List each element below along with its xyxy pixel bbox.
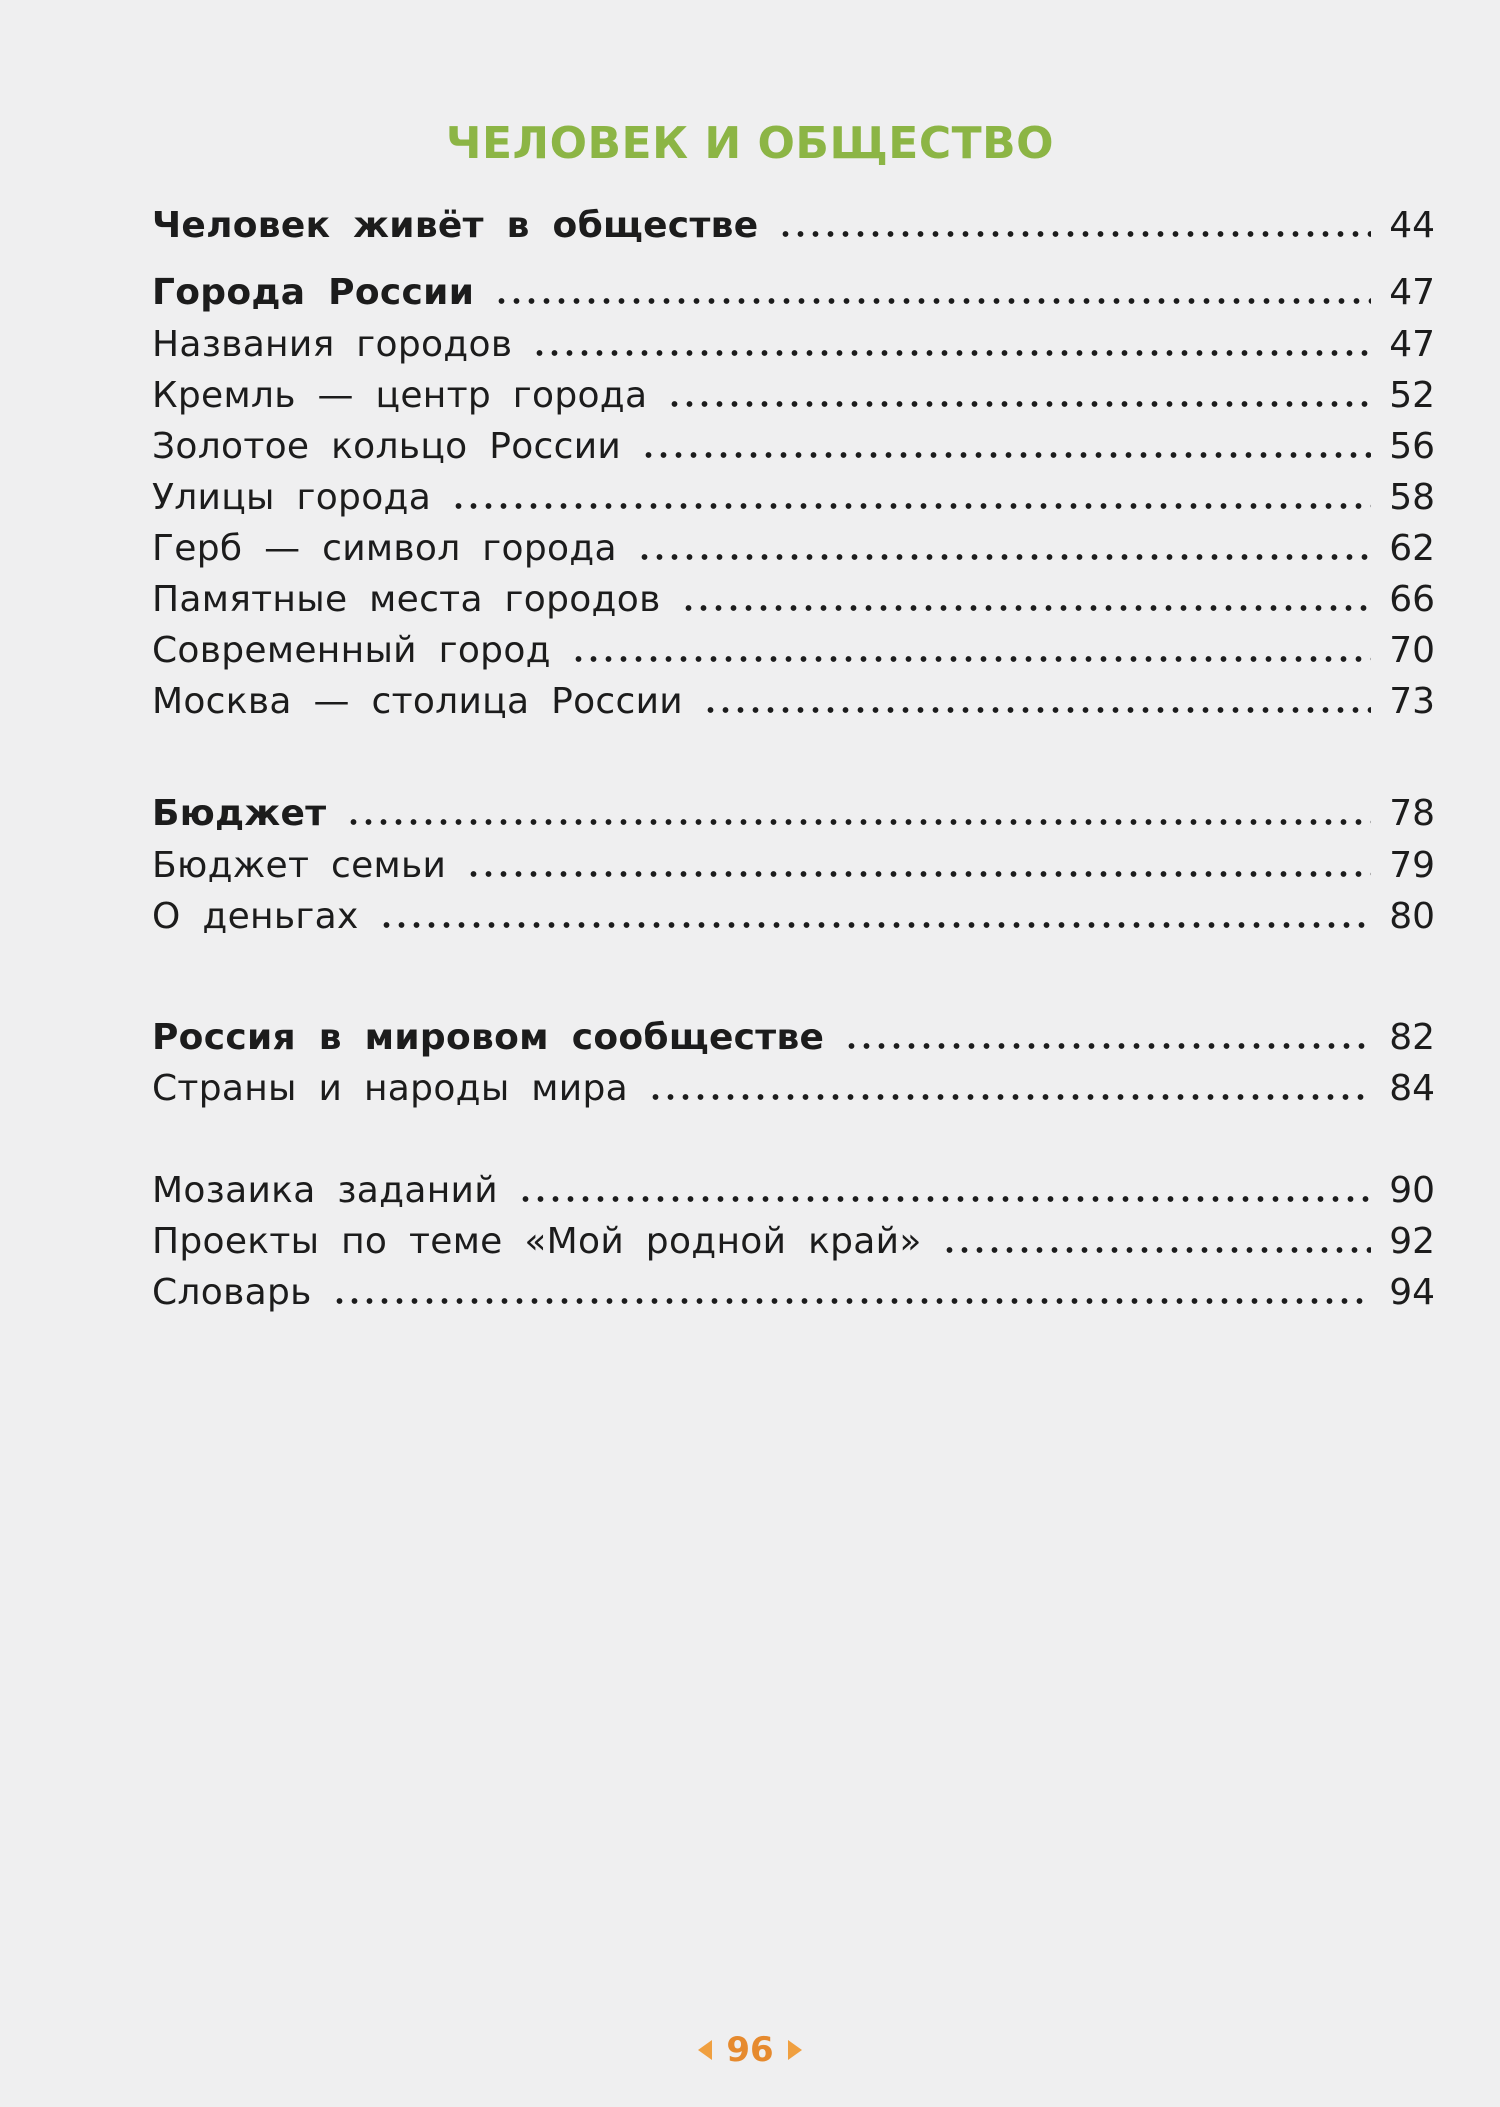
toc-entry-page: 62 [1389, 528, 1435, 569]
toc-entry-label: Мозаика заданий [152, 1170, 498, 1211]
toc-entry[interactable] [152, 1263, 1435, 1315]
toc-entry[interactable] [152, 417, 1435, 469]
page-footer [0, 2030, 1500, 2070]
toc-entry-page: 73 [1389, 681, 1435, 722]
toc-entry-page: 58 [1389, 477, 1435, 518]
dot-leader [648, 1093, 1371, 1101]
toc-entry-label: Человек живёт в обществе [152, 205, 759, 246]
dot-leader [532, 349, 1371, 357]
toc-entry-label: Россия в мировом сообществе [152, 1017, 825, 1058]
toc-entry-page: 44 [1389, 205, 1435, 246]
toc-entry-page: 82 [1389, 1017, 1435, 1058]
toc-entry[interactable] [152, 784, 1435, 836]
dot-leader [451, 502, 1371, 510]
page-number: 96 [726, 2030, 774, 2070]
toc-entry[interactable] [152, 1059, 1435, 1111]
toc-entry[interactable] [152, 519, 1435, 571]
toc-entry-label: Герб — символ города [152, 528, 617, 569]
dot-leader [637, 553, 1371, 561]
toc-entry-page: 47 [1389, 324, 1435, 365]
dot-leader [346, 818, 1371, 826]
dot-leader [667, 400, 1371, 408]
toc-entry-label: Словарь [152, 1272, 312, 1313]
toc-entry-label: О деньгах [152, 896, 359, 937]
toc-entry-page: 47 [1389, 272, 1435, 313]
dot-leader [844, 1042, 1371, 1050]
dot-leader [571, 655, 1371, 663]
toc-entry-label: Страны и народы мира [152, 1068, 628, 1109]
dot-leader [494, 297, 1371, 305]
dot-leader [641, 451, 1371, 459]
toc-entry-page: 90 [1389, 1170, 1435, 1211]
section-title: ЧЕЛОВЕК И ОБЩЕСТВО [445, 118, 1055, 169]
arrow-left-icon [698, 2040, 712, 2060]
toc-entry-label: Города России [152, 272, 475, 313]
dot-leader [778, 230, 1371, 238]
toc-entry-label: Современный город [152, 630, 551, 671]
toc-entry-page: 80 [1389, 896, 1435, 937]
toc-entry-label: Памятные места городов [152, 579, 661, 620]
toc-entry-label: Москва — столица России [152, 681, 684, 722]
dot-leader [681, 604, 1371, 612]
toc-entry[interactable] [152, 1008, 1435, 1060]
toc-entry-page: 79 [1389, 845, 1435, 886]
toc-entry-page: 84 [1389, 1068, 1435, 1109]
toc-entry[interactable] [152, 315, 1435, 367]
toc-entry-page: 94 [1389, 1272, 1435, 1313]
toc-entry-label: Кремль — центр города [152, 375, 648, 416]
toc-entry[interactable] [152, 468, 1435, 520]
toc-entry[interactable] [152, 836, 1435, 888]
toc-entry-page: 92 [1389, 1221, 1435, 1262]
toc-entry[interactable] [152, 196, 1435, 248]
dot-leader [332, 1297, 1371, 1305]
toc-entry-label: Золотое кольцо России [152, 426, 622, 467]
toc-entry-page: 70 [1389, 630, 1435, 671]
toc-entry[interactable] [152, 672, 1435, 724]
dot-leader [379, 921, 1371, 929]
toc-entry[interactable] [152, 366, 1435, 418]
toc-entry[interactable] [152, 887, 1435, 939]
toc-entry-page: 78 [1389, 793, 1435, 834]
toc-entry[interactable] [152, 570, 1435, 622]
dot-leader [466, 870, 1371, 878]
dot-leader [942, 1246, 1371, 1254]
toc-entry-page: 56 [1389, 426, 1435, 467]
toc-entry[interactable] [152, 621, 1435, 673]
dot-leader [518, 1195, 1371, 1203]
toc-entry-page: 52 [1389, 375, 1435, 416]
toc-entry-page: 66 [1389, 579, 1435, 620]
toc-entry-label: Улицы города [152, 477, 432, 518]
toc-entry-label: Бюджет [152, 793, 327, 834]
toc-entry[interactable] [152, 263, 1435, 315]
toc-entry-label: Названия городов [152, 324, 513, 365]
arrow-right-icon [788, 2040, 802, 2060]
toc-entry[interactable] [152, 1161, 1435, 1213]
toc-entry-label: Проекты по теме «Мой родной край» [152, 1221, 922, 1262]
dot-leader [703, 706, 1371, 714]
toc-entry[interactable] [152, 1212, 1435, 1264]
toc-entry-label: Бюджет семьи [152, 845, 447, 886]
